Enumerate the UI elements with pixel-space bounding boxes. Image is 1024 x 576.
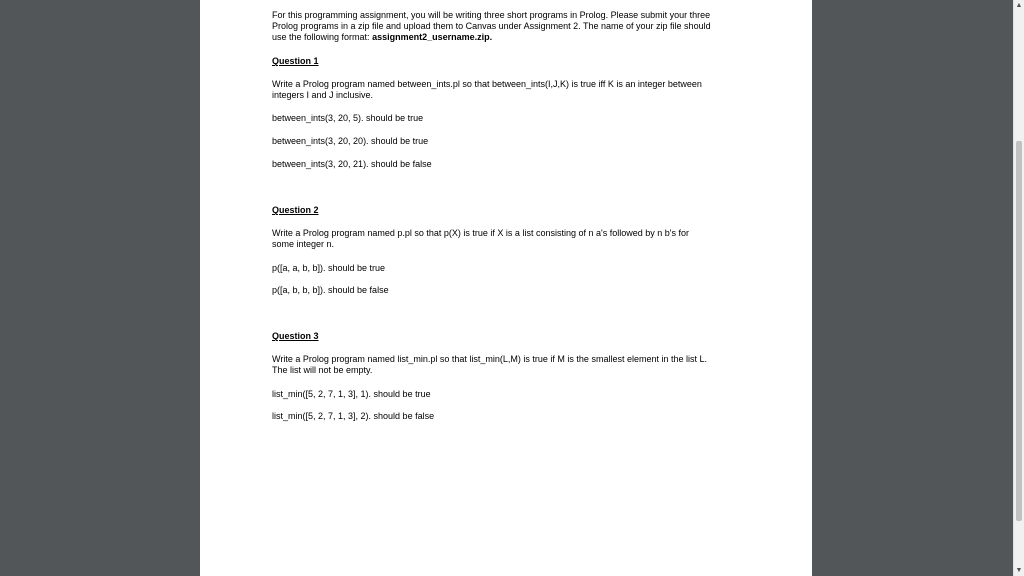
question-2-example: p([a, b, b, b]). should be false <box>272 285 389 295</box>
document-page <box>200 0 812 576</box>
intro-paragraph <box>272 10 712 43</box>
question-3-description: Write a Prolog program named list_min.pl so that list_min(L,M) is true if M is the smallest element in the list L. The list will not be empty. <box>272 354 707 375</box>
question-1-example: between_ints(3, 20, 20). should be true <box>272 136 429 146</box>
question-3-example: list_min([5, 2, 7, 1, 3], 2). should be false <box>272 411 435 421</box>
scroll-up-arrow-icon[interactable]: ▲ <box>1015 2 1023 9</box>
question-3-heading: Question 3 <box>272 331 319 341</box>
question-1-example: between_ints(3, 20, 5). should be true <box>272 113 424 123</box>
question-2-description: Write a Prolog program named p.pl so that p(X) is true if X is a list consisting of n a's followed by n b's for some integer n. <box>272 228 689 249</box>
scrollbar-thumb[interactable] <box>1016 141 1022 521</box>
intro-text: For this programming assignment, you will be writing three short programs in Prolog. Please submit your three Prolog programs in a zip file and upload them to Canvas under Assignment 2. The name of your zip file should use the following format: <box>272 10 711 42</box>
question-1-heading: Question 1 <box>272 56 319 66</box>
vertical-scrollbar[interactable] <box>1013 0 1024 576</box>
question-2-example: p([a, a, b, b]). should be true <box>272 263 386 273</box>
question-3-example: list_min([5, 2, 7, 1, 3], 1). should be true <box>272 389 431 399</box>
question-1-example: between_ints(3, 20, 21). should be false <box>272 159 432 169</box>
scroll-down-arrow-icon[interactable]: ▼ <box>1015 567 1023 574</box>
question-1-description: Write a Prolog program named between_ints.pl so that between_ints(I,J,K) is true iff K is an integer between integers I and J inclusive. <box>272 79 702 100</box>
question-2-heading: Question 2 <box>272 205 319 215</box>
zip-filename-format: assignment2_username.zip. <box>372 32 493 42</box>
